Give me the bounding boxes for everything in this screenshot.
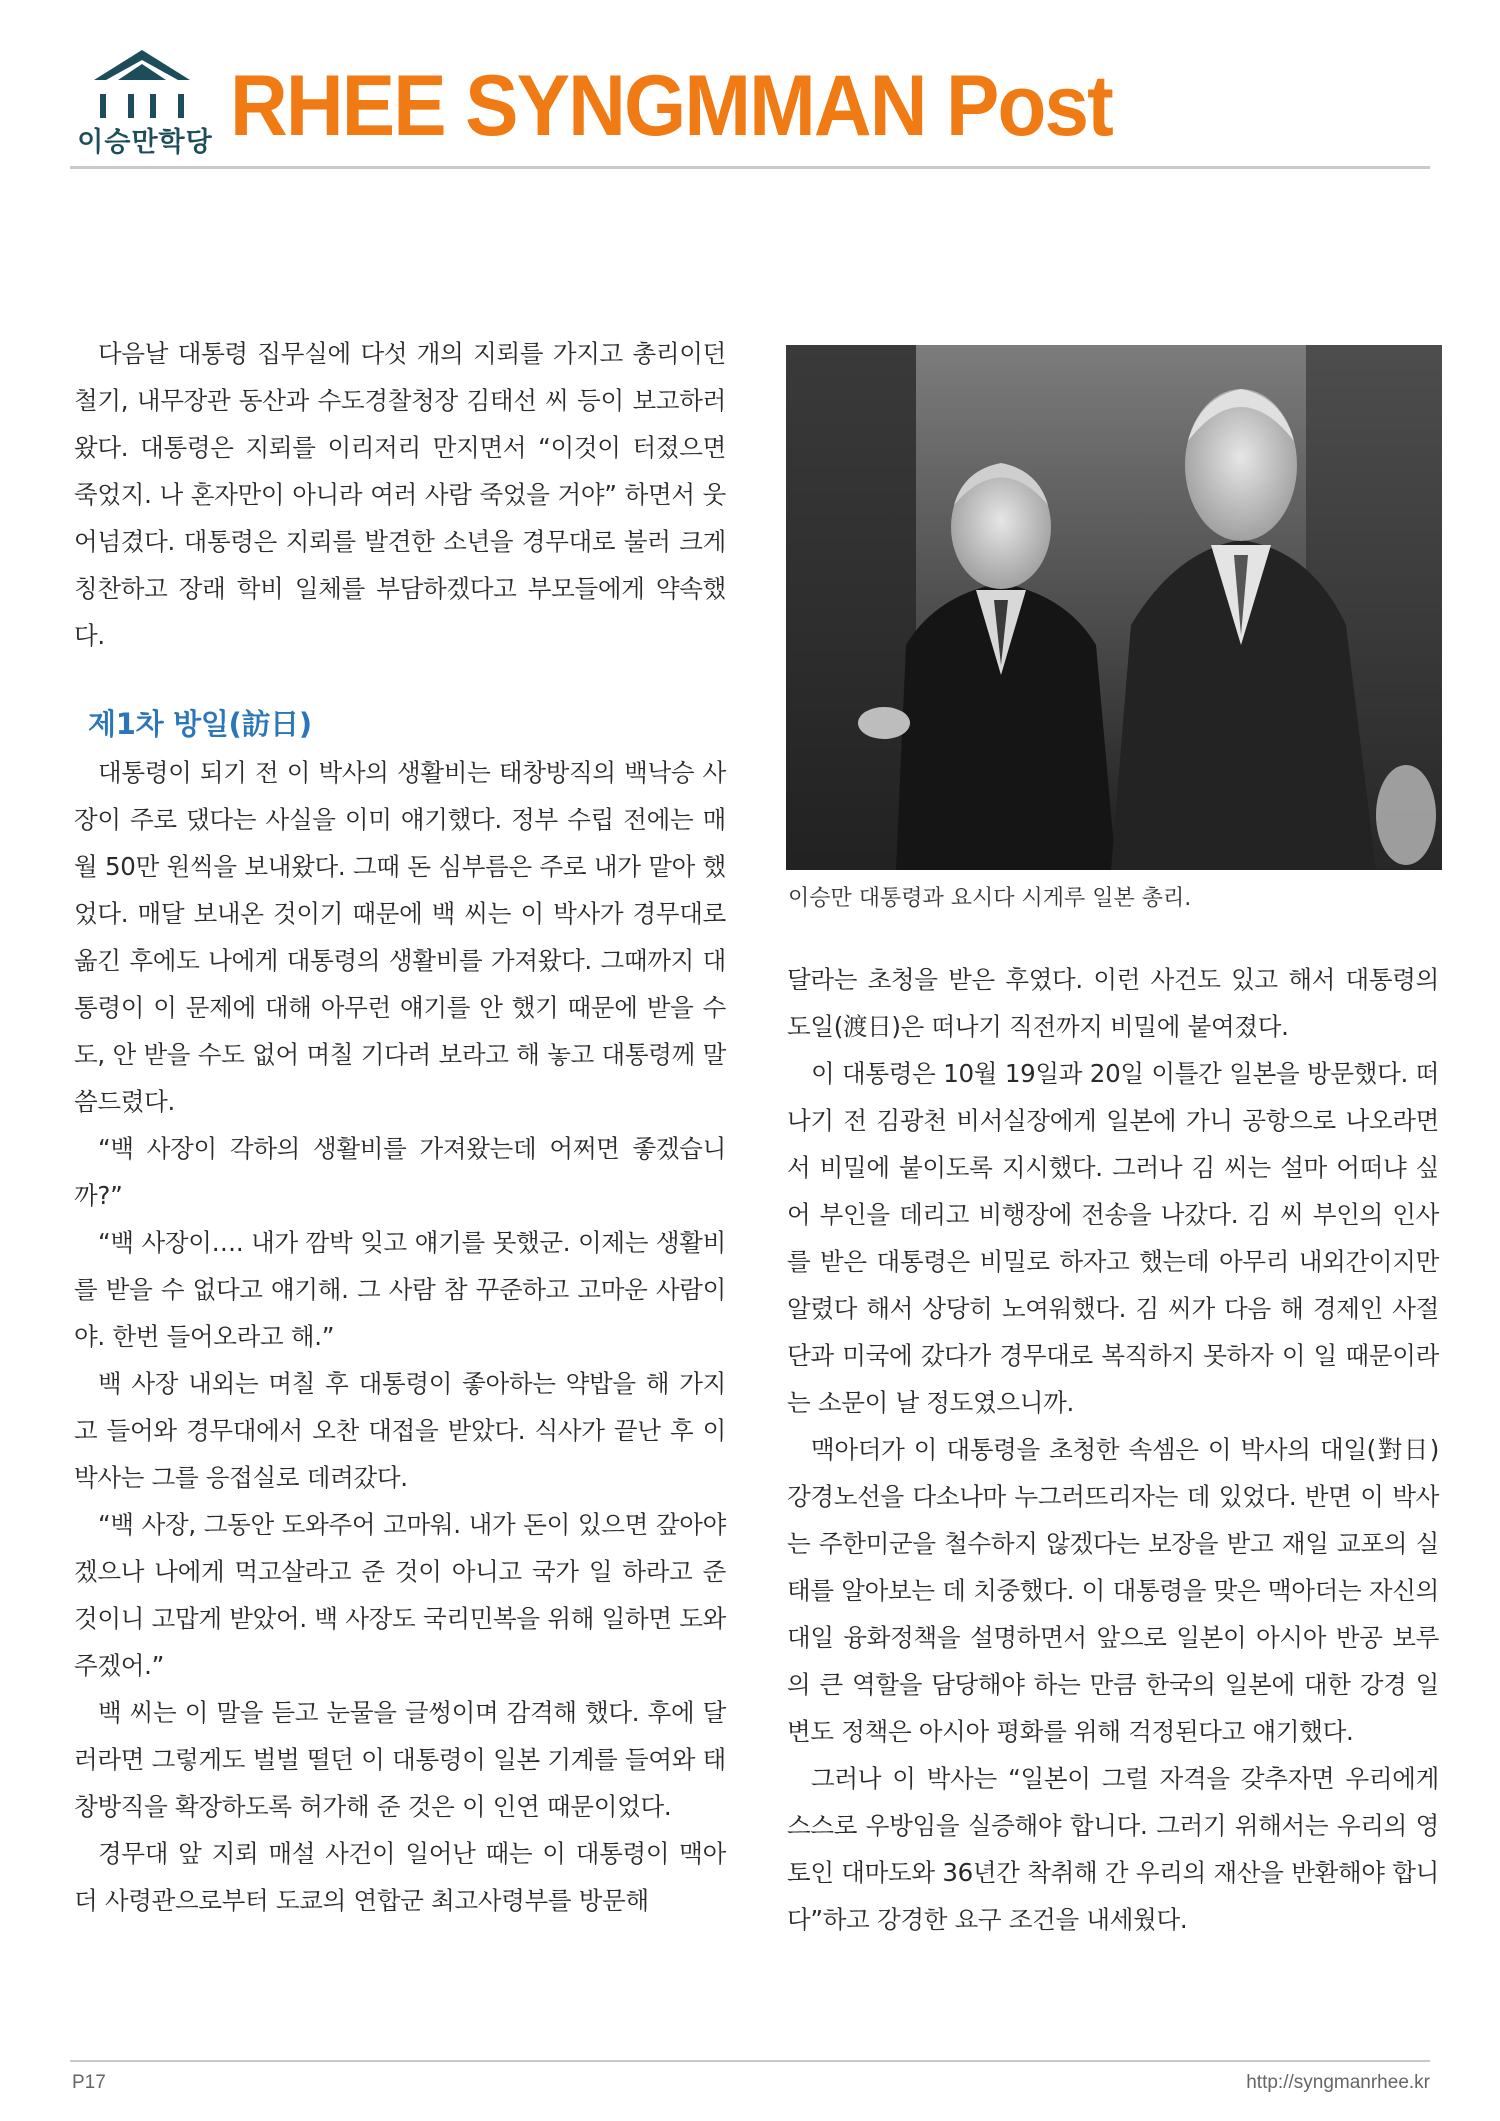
body-paragraph: “백 사장이 각하의 생활비를 가져왔는데 어쩌면 좋겠습니까?”	[74, 1134, 726, 1210]
roof-icon	[92, 48, 192, 88]
body-paragraph: 그러나 이 박사는 “일본이 그럴 자격을 갖추자면 우리에게 스스로 우방임을 실증해야 합니다. 그러기 위해서는 우리의 영토인 대마도와 36년간 착취해 간 우리의 재산을 반환해야 합니다”하고 강경한 요구 조건을 내세웠다.	[787, 1764, 1439, 1934]
logo-text: 이승만학당	[77, 127, 213, 158]
body-paragraph: “백 사장이…. 내가 깜박 잊고 얘기를 못했군. 이제는 생활비를 받을 수 없다고 얘기해. 그 사람 참 꾸준하고 고마운 사람이야. 한번 들어오라고 해.”	[74, 1228, 726, 1351]
body-paragraph: 다음날 대통령 집무실에 다섯 개의 지뢰를 가지고 총리이던 철기, 내무장관 동산과 수도경찰청장 김태선 씨 등이 보고하러 왔다. 대통령은 지뢰를 이리저리 만지면서 “이것이 터졌으면 죽었지. 나 혼자만이 아니라 여러 사람 죽었을 거야” 하면서 웃어넘겼다. 대통령은 지뢰를 발견한 소년을 경무대로 불러 크게 칭찬하고 장래 학비 일체를 부담하겠다고 부모들에게 약속했다.	[74, 339, 726, 650]
page-header	[70, 48, 1430, 168]
body-paragraph: 경무대 앞 지뢰 매설 사건이 일어난 때는 이 대통령이 맥아더 사령관으로부터 도쿄의 연합군 최고사령부를 방문해	[74, 1839, 726, 1915]
body-paragraph: 맥아더가 이 대통령을 초청한 속셈은 이 박사의 대일(對日) 강경노선을 다소나마 누그러뜨리자는 데 있었다. 반면 이 박사는 주한미군을 철수하지 않겠다는 보장을 받고 재일 교포의 실태를 알아보는 데 치중했다. 이 대통령을 맞은 맥아더는 자신의 대일 융화정책을 설명하면서 앞으로 일본이 아시아 반공 보루의 큰 역할을 담당해야 하는 만큼 한국의 일본에 대한 강경 일변도 정책은 아시아 평화를 위해 걱정된다고 얘기했다.	[787, 1435, 1439, 1746]
footer-divider	[70, 2060, 1430, 2062]
pillars-icon	[92, 92, 192, 120]
body-paragraph: 대통령이 되기 전 이 박사의 생활비는 태창방직의 백낙승 사장이 주로 댔다는 사실을 이미 얘기했다. 정부 수립 전에는 매월 50만 원씩을 보내왔다. 그때 돈 심부름은 주로 내가 맡아 했었다. 매달 보내온 것이기 때문에 백 씨는 이 박사가 경무대로 옮긴 후에도 나에게 대통령의 생활비를 가져왔다. 그때까지 대통령이 이 문제에 대해 아무런 얘기를 안 했기 때문에 받을 수도, 안 받을 수도 없어 며칠 기다려 보라고 해 놓고 대통령께 말씀드렸다.	[74, 758, 726, 1116]
body-paragraph: 백 사장 내외는 며칠 후 대통령이 좋아하는 약밥을 해 가지고 들어와 경무대에서 오찬 대접을 받았다. 식사가 끝난 후 이 박사는 그를 응접실로 데려갔다.	[74, 1369, 726, 1492]
website-link[interactable]: http://syngmanrhee.kr	[1246, 2072, 1430, 2093]
body-paragraph: 이 대통령은 10월 19일과 20일 이틀간 일본을 방문했다. 떠나기 전 김광천 비서실장에게 일본에 가니 공항으로 나오라면서 비밀에 붙이도록 지시했다. 그러나 김 씨는 설마 어떠냐 싶어 부인을 데리고 비행장에 전송을 나갔다. 김 씨 부인의 인사를 받은 대통령은 비밀로 하자고 했는데 아무리 내외간이지만 알렸다 해서 상당히 노여워했다. 김 씨가 다음 해 경제인 사절단과 미국에 갔다가 경무대로 복직하지 못하자 이 일 때문이라는 소문이 날 정도였으니까.	[787, 1059, 1439, 1417]
header-divider	[70, 166, 1430, 169]
body-paragraph: 달라는 초청을 받은 후였다. 이런 사건도 있고 해서 대통령의 도일(渡日)은 떠나기 직전까지 비밀에 붙여졌다.	[787, 965, 1439, 1041]
historical-photo	[786, 345, 1442, 870]
right-column	[787, 956, 1439, 1943]
photo-caption: 이승만 대통령과 요시다 시게루 일본 총리.	[788, 886, 1192, 911]
section-heading: 제1차 방일(訪日)	[88, 707, 312, 741]
left-column	[74, 330, 726, 1924]
syngman-academy-logo	[70, 48, 220, 158]
publication-title: RHEE SYNGMMAN Post	[230, 58, 1112, 154]
body-paragraph: 백 씨는 이 말을 듣고 눈물을 글썽이며 감격해 했다. 후에 달러라면 그렇게도 벌벌 떨던 이 대통령이 일본 기계를 들여와 태창방직을 확장하도록 허가해 준 것은 이 인연 때문이었다.	[74, 1698, 726, 1821]
page-number: P17	[72, 2072, 106, 2093]
body-paragraph: “백 사장, 그동안 도와주어 고마워. 내가 돈이 있으면 갚아야겠으나 나에게 먹고살라고 준 것이 아니고 국가 일 하라고 준 것이니 고맙게 받았어. 백 사장도 국리민복을 위해 일하면 도와주겠어.”	[74, 1510, 726, 1680]
